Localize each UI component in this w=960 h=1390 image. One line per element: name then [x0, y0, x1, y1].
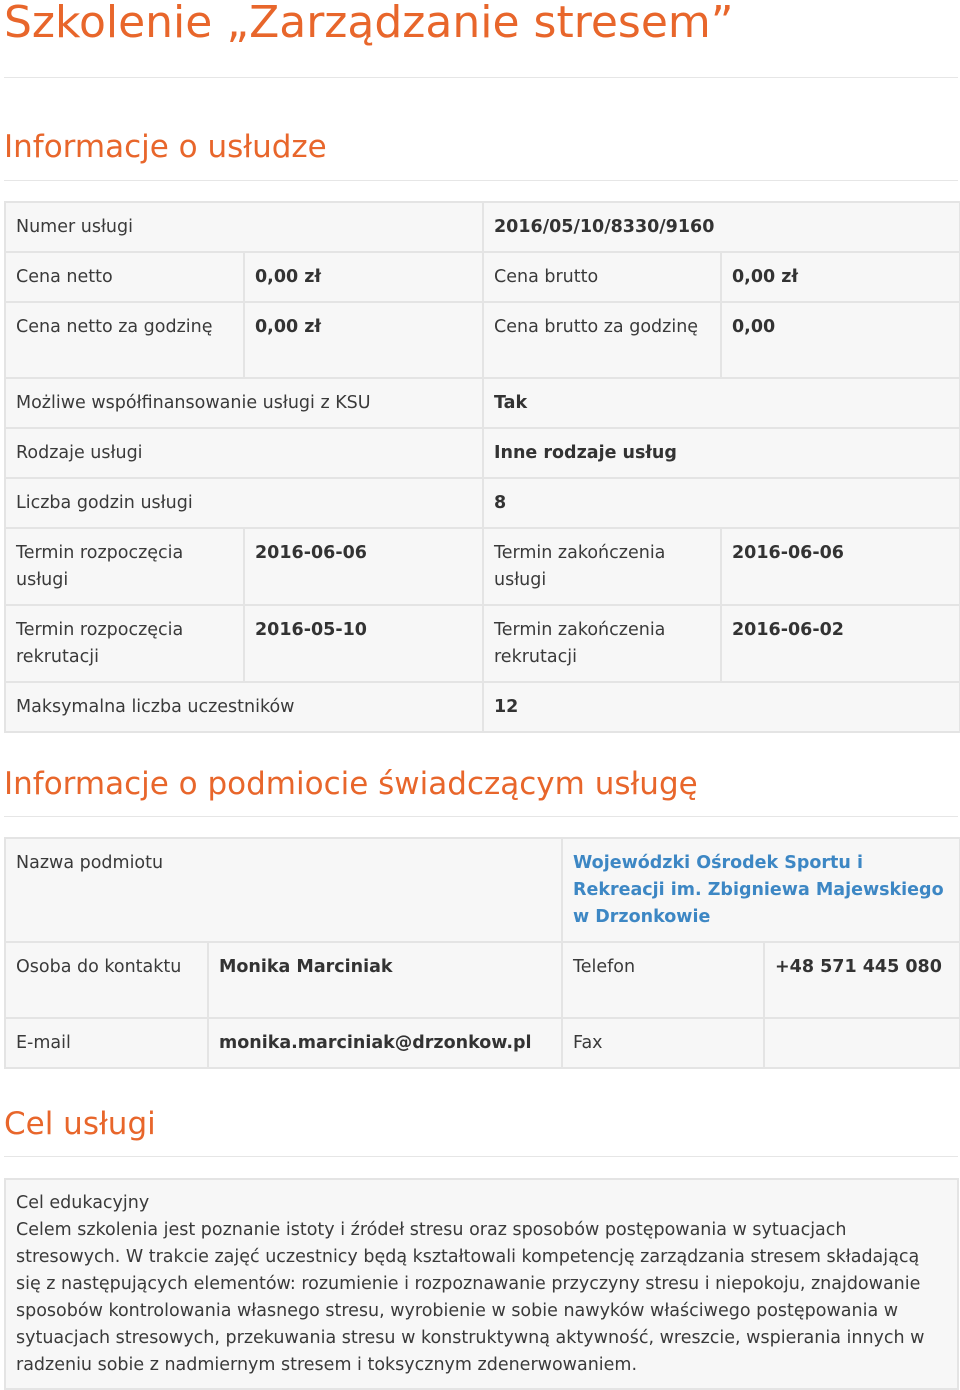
net-price-label: Cena netto [5, 252, 244, 302]
service-types-label: Rodzaje usługi [5, 428, 483, 478]
table-row [5, 202, 960, 252]
hours-value: 8 [483, 478, 960, 528]
table-row [5, 838, 960, 942]
net-price-value: 0,00 zł [244, 252, 483, 302]
net-price-hour-value: 0,00 zł [244, 302, 483, 378]
max-participants-value: 12 [483, 682, 960, 732]
gross-price-label: Cena brutto [483, 252, 721, 302]
service-number-label: Numer usługi [5, 202, 483, 252]
gross-price-value: 0,00 zł [721, 252, 960, 302]
ksu-cofinancing-label: Możliwe współfinansowanie usługi z KSU [5, 378, 483, 428]
title-divider [4, 77, 958, 78]
page-title: Szkolenie „Zarządzanie stresem” [4, 0, 734, 48]
table-row [5, 302, 960, 378]
fax-label: Fax [562, 1018, 764, 1068]
table-row [5, 1018, 960, 1068]
entity-name-label: Nazwa podmiotu [5, 838, 562, 942]
provider-info-divider [4, 816, 958, 817]
max-participants-label: Maksymalna liczba uczestników [5, 682, 483, 732]
provider-info-table [4, 837, 960, 1069]
email-label: E-mail [5, 1018, 208, 1068]
contact-person-value: Monika Marciniak [208, 942, 562, 1018]
table-row [5, 378, 960, 428]
ksu-cofinancing-value: Tak [483, 378, 960, 428]
gross-price-hour-value: 0,00 [721, 302, 960, 378]
hours-label: Liczba godzin usługi [5, 478, 483, 528]
service-start-value: 2016-06-06 [244, 528, 483, 605]
recruitment-start-value: 2016-05-10 [244, 605, 483, 682]
table-row [5, 428, 960, 478]
service-info-divider [4, 180, 958, 181]
gross-price-hour-label: Cena brutto za godzinę [483, 302, 721, 378]
fax-value [764, 1018, 960, 1068]
service-end-label: Termin zakończenia usługi [483, 528, 721, 605]
goal-subheading: Cel edukacyjny [16, 1193, 150, 1213]
service-info-heading: Informacje o usłudze [4, 129, 327, 165]
table-row [5, 528, 960, 605]
table-row [5, 605, 960, 682]
provider-info-heading: Informacje o podmiocie świadczącym usługę [4, 766, 698, 802]
net-price-hour-label: Cena netto za godzinę [5, 302, 244, 378]
service-number-value: 2016/05/10/8330/9160 [483, 202, 960, 252]
recruitment-start-label: Termin rozpoczęcia rekrutacji [5, 605, 244, 682]
service-types-value: Inne rodzaje usług [483, 428, 960, 478]
contact-person-label: Osoba do kontaktu [5, 942, 208, 1018]
table-row [5, 682, 960, 732]
recruitment-end-label: Termin zakończenia rekrutacji [483, 605, 721, 682]
service-goal-box [4, 1178, 959, 1390]
table-row [5, 942, 960, 1018]
phone-label: Telefon [562, 942, 764, 1018]
goal-description: Celem szkolenia jest poznanie istoty i źródeł stresu oraz sposobów postępowania w sytuacjach stresowych. W trakcie zajęć uczestnicy będą kształtowali kompetencję zarządzania stresem składającą się z następujących elementów: rozumienie i rozpoznawanie przyczyny stresu i niepokoju, znajdowanie sposobów kontrolowania własnego stresu, wyrobienie w sobie nawyków właściwego postępowania w sytuacjach stresowych, przekuwania stresu w konstruktywną aktywność, wreszcie, wspierania innych w radzeniu sobie z nadmiernym stresem i toksycznym zdenerwowaniem. [16, 1220, 925, 1375]
entity-name-link[interactable]: Wojewódzki Ośrodek Sportu i Rekreacji im. Zbigniewa Majewskiego w Drzonkowie [562, 838, 960, 942]
phone-value: +48 571 445 080 [764, 942, 960, 1018]
table-row [5, 252, 960, 302]
email-value: monika.marciniak@drzonkow.pl [208, 1018, 562, 1068]
table-row [5, 478, 960, 528]
service-info-table [4, 201, 960, 733]
service-end-value: 2016-06-06 [721, 528, 960, 605]
service-start-label: Termin rozpoczęcia usługi [5, 528, 244, 605]
service-goal-divider [4, 1156, 958, 1157]
service-goal-heading: Cel usługi [4, 1106, 156, 1142]
recruitment-end-value: 2016-06-02 [721, 605, 960, 682]
